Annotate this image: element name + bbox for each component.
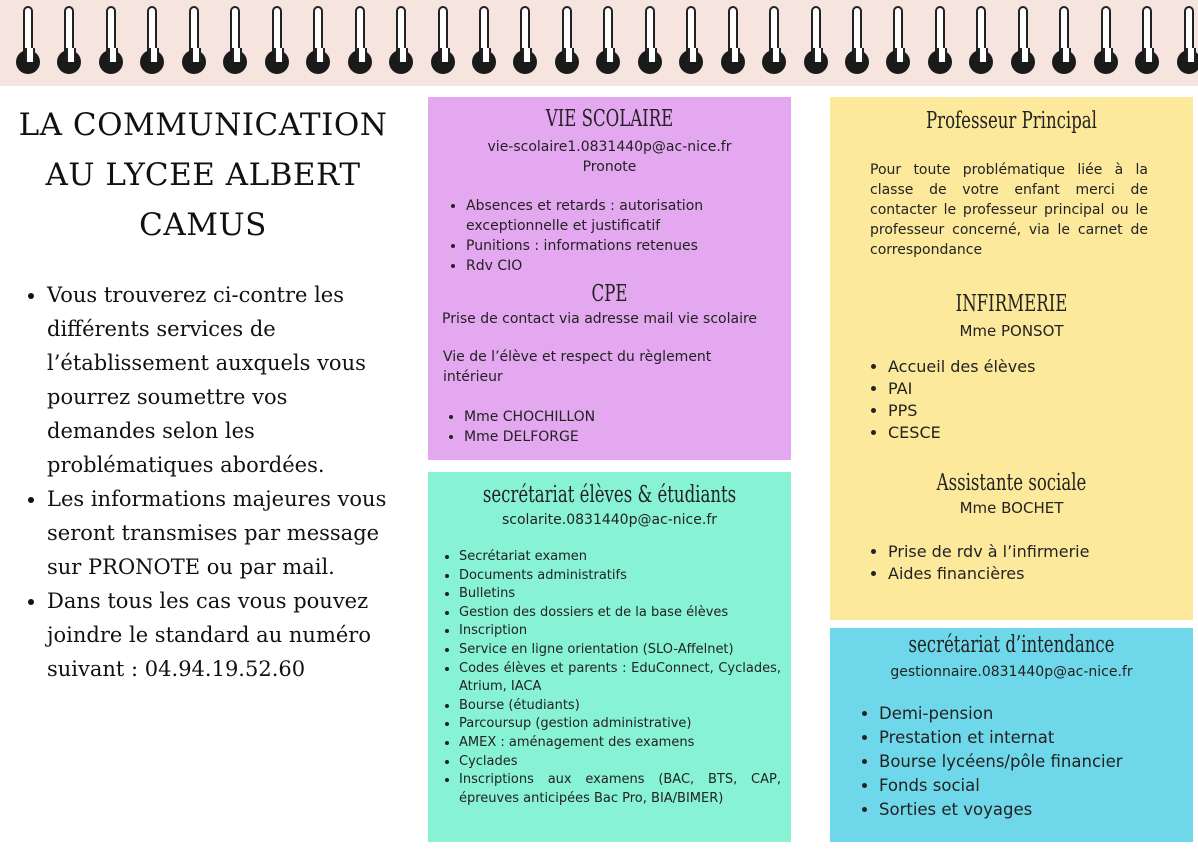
cpe-people-list (428, 407, 791, 447)
list-item: • Cyclades (459, 753, 781, 772)
binding-ring (263, 0, 291, 80)
list-item: • AMEX : aménagement des examens (459, 734, 781, 753)
intendance-email: gestionnaire.0831440p@ac-nice.fr (890, 664, 1133, 680)
binding-ring (221, 0, 249, 80)
list-item: • Demi-pension (879, 702, 1193, 726)
list-item: • Mme DELFORGE (464, 427, 791, 447)
infirmerie-title: INFIRMERIE (955, 291, 1068, 317)
cpe-contact: Prise de contact via adresse mail vie scolaire (442, 311, 758, 327)
list-item: • Documents administratifs (459, 567, 781, 586)
binding-ring (843, 0, 871, 80)
list-item: • CESCE (888, 422, 1193, 444)
list-item: • Bourse (étudiants) (459, 697, 781, 716)
binding-ring (55, 0, 83, 80)
binding-ring (760, 0, 788, 80)
binding-ring (926, 0, 954, 80)
professeur-principal-title: Professeur Principal (926, 108, 1097, 134)
infirmerie-person: Mme PONSOT (959, 322, 1064, 340)
list-item: • Gestion des dossiers et de la base élèves (459, 604, 781, 623)
vie-scolaire-list (428, 196, 791, 276)
secretariat-eleves-card (428, 472, 791, 842)
professeur-principal-card (830, 97, 1193, 620)
binding-ring (1050, 0, 1078, 80)
list-item: • Service en ligne orientation (SLO-Affelnet) (459, 641, 781, 660)
binding-ring (1092, 0, 1120, 80)
assistante-sociale-person: Mme BOCHET (959, 499, 1064, 517)
intro-list (14, 278, 392, 686)
list-item: • Fonds social (879, 774, 1193, 798)
binding-ring (180, 0, 208, 80)
binding-ring (1175, 0, 1198, 80)
list-item: • Bulletins (459, 585, 781, 604)
binding-ring (553, 0, 581, 80)
list-item: • Prestation et internat (879, 726, 1193, 750)
binding-ring (470, 0, 498, 80)
binding-ring (97, 0, 125, 80)
assistante-sociale-title: Assistante sociale (936, 470, 1087, 496)
intro-column (14, 100, 392, 686)
intendance-title: secrétariat d’intendance (908, 632, 1115, 658)
binding-ring (636, 0, 664, 80)
list-item: • Accueil des élèves (888, 356, 1193, 378)
page-title: LA COMMUNICATION AU LYCEE ALBERT CAMUS (18, 107, 388, 243)
vie-scolaire-email: vie-scolaire1.0831440p@ac-nice.fr (487, 139, 732, 155)
binding-ring (14, 0, 42, 80)
binding-ring (677, 0, 705, 80)
list-item: • Sorties et voyages (879, 798, 1193, 822)
binding-ring (429, 0, 457, 80)
intro-item: • Les informations majeures vous seront transmises par message sur PRONOTE ou par mail. (47, 482, 392, 584)
binding-ring (594, 0, 622, 80)
list-item: • Codes élèves et parents : EduConnect, Cyclades, Atrium, IACA (459, 660, 781, 697)
list-item: • Aides financières (888, 563, 1193, 585)
list-item: • Absences et retards : autorisation exceptionnelle et justificatif (466, 196, 791, 236)
binding-ring (346, 0, 374, 80)
binding-ring (511, 0, 539, 80)
binding-ring (802, 0, 830, 80)
intro-item: • Vous trouverez ci-contre les différents services de l’établissement auxquels vous pourrez soumettre vos demandes selon les problématiques abordées. (47, 278, 392, 482)
professeur-principal-text: Pour toute problématique liée à la classe de votre enfant merci de contacter le professeur principal ou le professeur concerné, via le carnet de correspondance (870, 162, 1148, 258)
binding-ring (967, 0, 995, 80)
list-item: • PAI (888, 378, 1193, 400)
binding-ring (304, 0, 332, 80)
list-item: • Prise de rdv à l’infirmerie (888, 541, 1193, 563)
intro-item: • Dans tous les cas vous pouvez joindre le standard au numéro suivant : 04.94.19.52.60 (47, 584, 392, 686)
intendance-list (830, 702, 1193, 822)
vie-scolaire-channel: Pronote (582, 159, 637, 175)
list-item: • Bourse lycéens/pôle financier (879, 750, 1193, 774)
list-item: • Punitions : informations retenues (466, 236, 791, 256)
secretariat-eleves-title: secrétariat élèves & étudiants (482, 482, 737, 508)
list-item: • Parcoursup (gestion administrative) (459, 715, 781, 734)
list-item: • Mme CHOCHILLON (464, 407, 791, 427)
secretariat-eleves-list (428, 548, 791, 808)
vie-scolaire-title: VIE SCOLAIRE (545, 106, 674, 132)
binding-ring (884, 0, 912, 80)
binding-ring (1009, 0, 1037, 80)
intendance-card (830, 628, 1193, 842)
binding-ring (138, 0, 166, 80)
cpe-title: CPE (591, 281, 628, 307)
binding-ring (387, 0, 415, 80)
infirmerie-list (830, 356, 1193, 444)
list-item: • PPS (888, 400, 1193, 422)
list-item: • Inscriptions aux examens (BAC, BTS, CAP, épreuves anticipées Bac Pro, BIA/BIMER) (459, 771, 781, 808)
secretariat-eleves-email: scolarite.0831440p@ac-nice.fr (502, 512, 717, 528)
cpe-scope: Vie de l’élève et respect du règlement intérieur (443, 349, 712, 385)
list-item: • Secrétariat examen (459, 548, 781, 567)
vie-scolaire-card (428, 97, 791, 460)
assistante-sociale-list (830, 541, 1193, 585)
list-item: • Inscription (459, 622, 781, 641)
spiral-binding (0, 0, 1198, 86)
list-item: • Rdv CIO (466, 256, 791, 276)
binding-ring (1133, 0, 1161, 80)
binding-ring (719, 0, 747, 80)
